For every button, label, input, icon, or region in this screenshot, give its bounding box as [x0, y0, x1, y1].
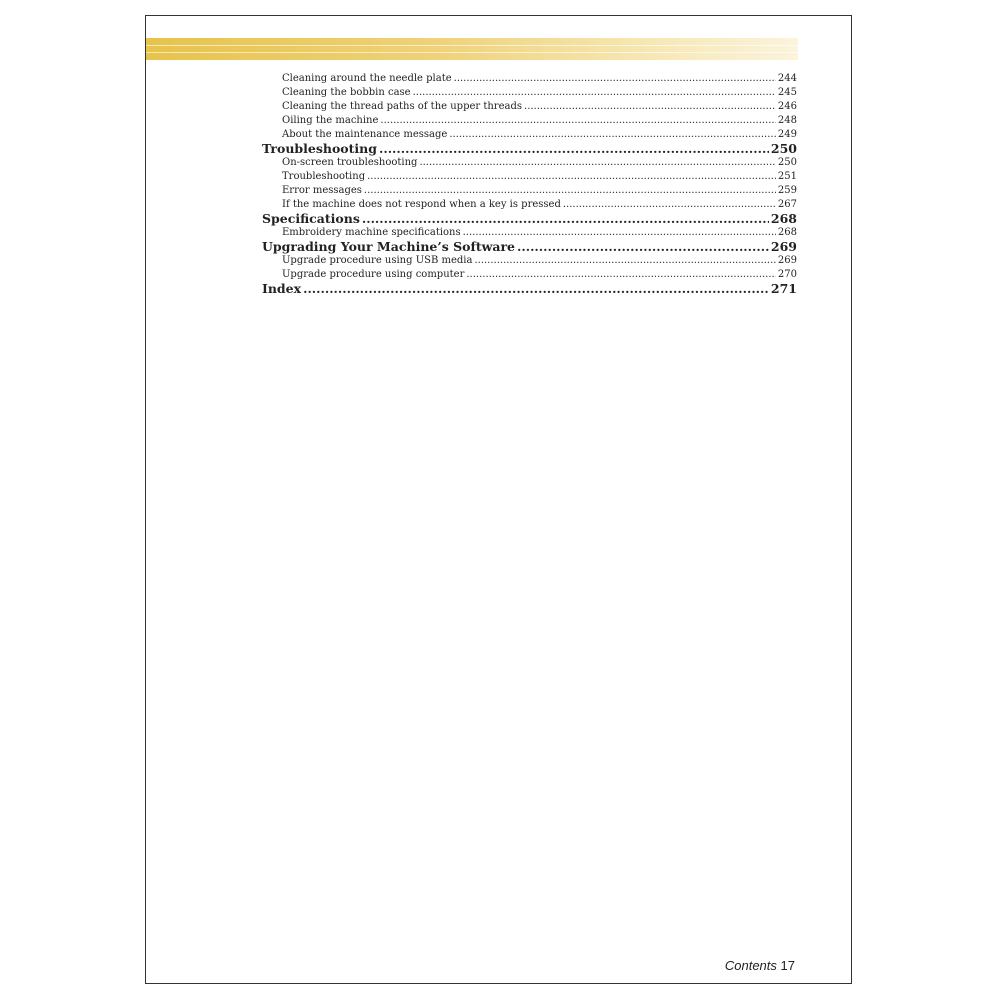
toc-dot-leader: [474, 254, 775, 268]
toc-entry[interactable]: [262, 128, 797, 142]
toc-entry[interactable]: [262, 100, 797, 114]
toc-entry[interactable]: [262, 86, 797, 100]
toc-dot-leader: [454, 72, 776, 86]
toc-dot-leader: [362, 212, 769, 226]
toc-entry-title: Error messages: [282, 185, 362, 196]
toc-entry-page: 259: [777, 185, 797, 196]
toc-section-page: 271: [770, 281, 797, 296]
toc-entry-page: 270: [777, 269, 797, 280]
toc-entry[interactable]: [262, 268, 797, 282]
toc-entry-title: Embroidery machine specifications: [282, 227, 461, 238]
toc-entry-page: 251: [777, 171, 797, 182]
page-footer: [725, 958, 795, 973]
toc-entry[interactable]: [262, 184, 797, 198]
toc-entry-title: Troubleshooting: [282, 171, 366, 182]
toc-entry-title: Upgrade procedure using USB media: [282, 255, 473, 266]
header-band: [146, 38, 798, 60]
toc-entry[interactable]: [262, 156, 797, 170]
toc-entry[interactable]: [262, 72, 797, 86]
toc-section-page: 269: [770, 239, 797, 254]
toc-dot-leader: [413, 86, 776, 100]
toc-dot-leader: [449, 128, 776, 142]
toc-section-title: Index: [262, 281, 302, 296]
toc-entry-title: On-screen troubleshooting: [282, 157, 418, 168]
toc-dot-leader: [466, 268, 776, 282]
toc-section-page: 250: [770, 141, 797, 156]
toc-section-title: Upgrading Your Machine’s Software: [262, 239, 516, 254]
document-page: [145, 15, 852, 984]
toc-entry-page: 250: [777, 157, 797, 168]
table-of-contents: [262, 72, 797, 296]
toc-dot-leader: [517, 240, 769, 254]
toc-dot-leader: [379, 142, 769, 156]
toc-entry-page: 244: [777, 73, 797, 84]
toc-entry[interactable]: [262, 198, 797, 212]
toc-entry-page: 269: [777, 255, 797, 266]
toc-entry-title: Cleaning the bobbin case: [282, 87, 411, 98]
toc-entry-title: Oiling the machine: [282, 115, 379, 126]
toc-section-entry[interactable]: [262, 240, 797, 254]
toc-entry-title: About the maintenance message: [282, 129, 448, 140]
toc-entry[interactable]: [262, 114, 797, 128]
footer-section-label: Contents: [724, 958, 777, 973]
toc-dot-leader: [380, 114, 775, 128]
toc-dot-leader: [303, 282, 769, 296]
toc-dot-leader: [463, 226, 776, 240]
footer-page-number: 17: [780, 958, 795, 973]
toc-entry-page: 267: [777, 199, 797, 210]
toc-section-entry[interactable]: [262, 212, 797, 226]
toc-entry-page: 245: [777, 87, 797, 98]
toc-section-title: Specifications: [262, 211, 360, 226]
toc-section-entry[interactable]: [262, 142, 797, 156]
toc-dot-leader: [367, 170, 776, 184]
toc-dot-leader: [524, 100, 776, 114]
toc-entry-title: If the machine does not respond when a key is pressed: [282, 199, 561, 210]
toc-dot-leader: [563, 198, 776, 212]
toc-section-entry[interactable]: [262, 282, 797, 296]
toc-dot-leader: [419, 156, 775, 170]
toc-entry-page: 248: [777, 115, 797, 126]
toc-entry-title: Cleaning around the needle plate: [282, 73, 452, 84]
toc-entry-page: 268: [777, 227, 797, 238]
toc-section-title: Troubleshooting: [262, 141, 377, 156]
toc-entry[interactable]: [262, 254, 797, 268]
toc-section-page: 268: [770, 211, 797, 226]
toc-entry-page: 246: [777, 101, 797, 112]
toc-entry-title: Upgrade procedure using computer: [282, 269, 465, 280]
toc-entry-page: 249: [777, 129, 797, 140]
toc-entry[interactable]: [262, 226, 797, 240]
toc-dot-leader: [364, 184, 776, 198]
toc-entry-title: Cleaning the thread paths of the upper threads: [282, 101, 523, 112]
toc-entry[interactable]: [262, 170, 797, 184]
